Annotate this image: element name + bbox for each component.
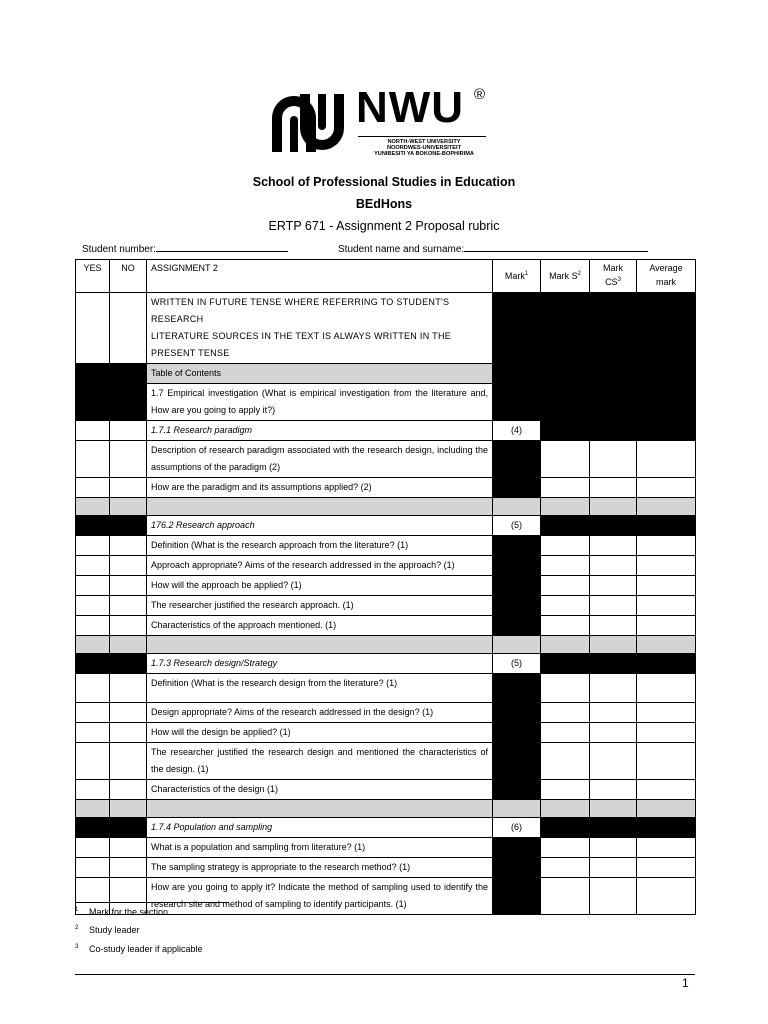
- criterion-cell: Characteristics of the approach mentioned. (1): [147, 616, 493, 636]
- yes-cell[interactable]: [76, 838, 110, 858]
- average-cell[interactable]: [637, 478, 696, 498]
- blocked-cell: [541, 516, 590, 536]
- average-cell[interactable]: [637, 858, 696, 878]
- no-cell[interactable]: [110, 616, 147, 636]
- average-cell[interactable]: [637, 576, 696, 596]
- mark-cs-cell[interactable]: [590, 703, 637, 723]
- section-row: [76, 818, 696, 838]
- mark-cs-cell[interactable]: [590, 674, 637, 703]
- header-mark-s-text: Mark S: [549, 271, 578, 281]
- header-no: NO: [110, 260, 147, 293]
- footnote-text: Co-study leader if applicable: [89, 944, 203, 954]
- mark-s-cell[interactable]: [541, 556, 590, 576]
- logo-subtitle-line: YUNIBESITI YA BOKONE-BOPHIRIMA: [374, 151, 474, 158]
- blocked-cell: [493, 723, 541, 743]
- mark-s-cell[interactable]: [541, 703, 590, 723]
- yes-cell[interactable]: [76, 441, 110, 478]
- header-mark-cs-sup: 3: [617, 277, 621, 283]
- spacer-cell: [76, 498, 110, 516]
- blocked-cell: [110, 516, 147, 536]
- spacer-row: [76, 498, 696, 516]
- criterion-cell: Definition (What is the research design from the literature? (1): [147, 674, 493, 703]
- footnote-number: 2: [75, 925, 79, 931]
- rubric-table: [75, 259, 696, 915]
- footnote-text: Study leader: [89, 925, 140, 935]
- blocked-cell: [493, 576, 541, 596]
- table-row: [76, 838, 696, 858]
- blocked-cell: [590, 654, 637, 674]
- spacer-row: [76, 636, 696, 654]
- spacer-cell: [147, 498, 493, 516]
- registered-mark: ®: [474, 86, 486, 103]
- criterion-cell: 1.7 Empirical investigation (What is empirical investigation from the literature and, How are you going to apply it?): [147, 384, 493, 421]
- student-number-label: Student number:: [82, 244, 156, 255]
- no-cell[interactable]: [110, 703, 147, 723]
- header-average-line2: mark: [656, 277, 676, 287]
- section-mark: (5): [493, 654, 541, 674]
- logo-subtitle: [358, 139, 490, 158]
- no-cell[interactable]: [110, 293, 147, 364]
- section-title: 176.2 Research approach: [147, 516, 493, 536]
- average-cell[interactable]: [637, 556, 696, 576]
- student-number-field[interactable]: [82, 242, 288, 255]
- mark-s-cell[interactable]: [541, 780, 590, 800]
- blocked-cell: [493, 743, 541, 780]
- header-mark-cs-line1: Mark: [603, 263, 623, 273]
- spacer-cell: [590, 800, 637, 818]
- criterion-cell: Definition (What is the research approach from the literature? (1): [147, 536, 493, 556]
- header-mark-cs: [590, 260, 637, 293]
- spacer-cell: [110, 498, 147, 516]
- blocked-cell: [637, 818, 696, 838]
- criterion-cell: Description of research paradigm associated with the research design, including the assumptions of the paradigm (2): [147, 441, 493, 478]
- no-cell[interactable]: [110, 723, 147, 743]
- mark-cs-cell[interactable]: [590, 478, 637, 498]
- school-heading: School of Professional Studies in Education: [252, 175, 516, 189]
- table-row: [76, 858, 696, 878]
- yes-cell[interactable]: [76, 674, 110, 703]
- blocked-cell: [493, 536, 541, 556]
- blocked-cell: [493, 441, 541, 478]
- blocked-cell: [110, 364, 147, 384]
- criterion-cell: The sampling strategy is appropriate to the research method? (1): [147, 858, 493, 878]
- mark-cs-cell[interactable]: [590, 616, 637, 636]
- section-row: [76, 654, 696, 674]
- criterion-cell: How will the design be applied? (1): [147, 723, 493, 743]
- no-cell[interactable]: [110, 674, 147, 703]
- average-cell[interactable]: [637, 441, 696, 478]
- spacer-cell: [590, 498, 637, 516]
- blocked-cell: [110, 818, 147, 838]
- spacer-cell: [76, 800, 110, 818]
- table-row: [76, 478, 696, 498]
- mark-cs-cell[interactable]: [590, 596, 637, 616]
- no-cell[interactable]: [110, 576, 147, 596]
- blocked-cell: [76, 516, 110, 536]
- section-title: 1.7.1 Research paradigm: [147, 421, 493, 441]
- section-row: [76, 516, 696, 536]
- criterion-cell: The researcher justified the research approach. (1): [147, 596, 493, 616]
- blocked-cell: [637, 516, 696, 536]
- mark-cs-cell[interactable]: [590, 556, 637, 576]
- table-row: [76, 293, 696, 364]
- spacer-cell: [493, 800, 541, 818]
- spacer-cell: [541, 636, 590, 654]
- rubric-body: [76, 260, 696, 915]
- blocked-cell: [637, 654, 696, 674]
- blocked-cell: [493, 858, 541, 878]
- yes-cell[interactable]: [76, 536, 110, 556]
- header-mark-sup: 1: [524, 271, 529, 277]
- mark-cs-cell[interactable]: [590, 536, 637, 556]
- footnote-3: [75, 944, 203, 954]
- footnote-1: [75, 907, 168, 917]
- mark-s-cell[interactable]: [541, 441, 590, 478]
- table-header-row: [76, 260, 696, 293]
- criterion-cell: Table of Contents: [147, 364, 493, 384]
- blocked-cell: [590, 516, 637, 536]
- spacer-cell: [493, 498, 541, 516]
- header-average-line1: Average: [649, 263, 683, 273]
- header-mark-text: Mark: [504, 271, 525, 281]
- header-average: [637, 260, 696, 293]
- mark-s-cell[interactable]: [541, 536, 590, 556]
- yes-cell[interactable]: [76, 780, 110, 800]
- average-cell[interactable]: [637, 878, 696, 915]
- mark-cs-cell[interactable]: [590, 441, 637, 478]
- spacer-cell: [76, 636, 110, 654]
- spacer-cell: [590, 636, 637, 654]
- criterion-cell: How will the approach be applied? (1): [147, 576, 493, 596]
- logo-rule: [358, 136, 486, 137]
- table-row: [76, 703, 696, 723]
- yes-cell[interactable]: [76, 858, 110, 878]
- no-cell[interactable]: [110, 441, 147, 478]
- mark-cs-cell[interactable]: [590, 780, 637, 800]
- mark-s-cell[interactable]: [541, 616, 590, 636]
- no-cell[interactable]: [110, 838, 147, 858]
- section-mark: (4): [493, 421, 541, 441]
- spacer-row: [76, 800, 696, 818]
- header-assignment: ASSIGNMENT 2: [147, 260, 493, 293]
- spacer-cell: [541, 498, 590, 516]
- footnote-text: Mark for the section: [89, 907, 169, 917]
- header-yes: YES: [76, 260, 110, 293]
- section-title: 1.7.3 Research design/Strategy: [147, 654, 493, 674]
- mark-s-cell[interactable]: [541, 478, 590, 498]
- student-number-line[interactable]: [156, 242, 288, 252]
- mark-s-cell[interactable]: [541, 674, 590, 703]
- criterion-cell: How are the paradigm and its assumptions applied? (2): [147, 478, 493, 498]
- yes-cell[interactable]: [76, 743, 110, 780]
- criterion-cell: Design appropriate? Aims of the research addressed in the design? (1): [147, 703, 493, 723]
- student-name-label: Student name and surname:: [338, 244, 465, 255]
- average-cell[interactable]: [637, 780, 696, 800]
- spacer-cell: [110, 800, 147, 818]
- yes-cell[interactable]: [76, 293, 110, 364]
- header-mark-cs-text: CS: [605, 277, 618, 287]
- table-row: [76, 723, 696, 743]
- mark-cs-cell[interactable]: [590, 878, 637, 915]
- table-row: [76, 536, 696, 556]
- header-mark-cs-line2: [594, 275, 632, 289]
- spacer-cell: [110, 636, 147, 654]
- criterion-cell: The researcher justified the research design and mentioned the characteristics of the design. (1): [147, 743, 493, 780]
- average-cell[interactable]: [637, 536, 696, 556]
- spacer-cell: [493, 636, 541, 654]
- header-mark-s: [541, 260, 590, 293]
- program-heading: BEdHons: [355, 197, 413, 211]
- criterion-cell: What is a population and sampling from literature? (1): [147, 838, 493, 858]
- no-cell[interactable]: [110, 780, 147, 800]
- yes-cell[interactable]: [76, 556, 110, 576]
- average-cell[interactable]: [637, 674, 696, 703]
- rubric-title: ERTP 671 - Assignment 2 Proposal rubric: [268, 219, 500, 233]
- mark-cs-cell[interactable]: [590, 723, 637, 743]
- mark-cs-cell[interactable]: [590, 858, 637, 878]
- table-row: [76, 878, 696, 915]
- blocked-marks-area: [541, 293, 696, 441]
- footnote-rule: [75, 902, 229, 903]
- no-cell[interactable]: [110, 536, 147, 556]
- spacer-cell: [637, 498, 696, 516]
- mark-s-cell[interactable]: [541, 858, 590, 878]
- blocked-cell: [493, 478, 541, 498]
- mark-s-cell[interactable]: [541, 838, 590, 858]
- mark-cs-cell[interactable]: [590, 743, 637, 780]
- blocked-cell: [493, 674, 541, 703]
- mark-s-cell[interactable]: [541, 576, 590, 596]
- table-row: [76, 441, 696, 478]
- mark-s-cell[interactable]: [541, 723, 590, 743]
- table-row: [76, 616, 696, 636]
- student-name-line[interactable]: [464, 242, 648, 252]
- average-cell[interactable]: [637, 743, 696, 780]
- spacer-cell: [147, 636, 493, 654]
- blocked-cell: [493, 596, 541, 616]
- no-cell[interactable]: [110, 421, 147, 441]
- table-row: [76, 780, 696, 800]
- spacer-cell: [637, 800, 696, 818]
- student-name-field[interactable]: [338, 242, 648, 255]
- footnote-number: 1: [75, 907, 79, 913]
- blocked-cell: [76, 364, 110, 384]
- logo-wordmark: NWU: [356, 83, 465, 132]
- no-cell[interactable]: [110, 556, 147, 576]
- criterion-cell: WRITTEN IN FUTURE TENSE WHERE REFERRING TO STUDENT'S RESEARCH LITERATURE SOURCES IN THE TEXT IS ALWAYS WRITTEN IN THE PRESENT TENSE: [147, 293, 493, 364]
- blocked-cell: [76, 818, 110, 838]
- blocked-cell: [110, 384, 147, 421]
- blocked-cell: [110, 654, 147, 674]
- no-cell[interactable]: [110, 743, 147, 780]
- yes-cell[interactable]: [76, 596, 110, 616]
- spacer-cell: [147, 800, 493, 818]
- page-number: 1: [682, 976, 689, 990]
- yes-cell[interactable]: [76, 576, 110, 596]
- table-row: [76, 674, 696, 703]
- table-row: [76, 596, 696, 616]
- blocked-cell: [493, 838, 541, 858]
- mark-cs-cell[interactable]: [590, 576, 637, 596]
- yes-cell[interactable]: [76, 616, 110, 636]
- mark-s-cell[interactable]: [541, 743, 590, 780]
- mark-s-cell[interactable]: [541, 878, 590, 915]
- blocked-cell: [493, 878, 541, 915]
- logo-subtitle-line: NORTH-WEST UNIVERSITY: [387, 139, 461, 145]
- average-cell[interactable]: [637, 616, 696, 636]
- average-cell[interactable]: [637, 596, 696, 616]
- blocked-marks-area: [493, 293, 541, 421]
- nwu-logo: [268, 84, 490, 160]
- nwu-emblem-icon: [268, 88, 348, 158]
- criterion-cell: Characteristics of the design (1): [147, 780, 493, 800]
- blocked-cell: [541, 818, 590, 838]
- blocked-cell: [76, 654, 110, 674]
- blocked-cell: [493, 556, 541, 576]
- header-mark: [493, 260, 541, 293]
- footnote-number: 3: [75, 944, 79, 950]
- mark-cs-cell[interactable]: [590, 838, 637, 858]
- blocked-cell: [76, 384, 110, 421]
- average-cell[interactable]: [637, 838, 696, 858]
- yes-cell[interactable]: [76, 723, 110, 743]
- no-cell[interactable]: [110, 478, 147, 498]
- blocked-cell: [590, 818, 637, 838]
- yes-cell[interactable]: [76, 478, 110, 498]
- table-row: [76, 556, 696, 576]
- yes-cell[interactable]: [76, 421, 110, 441]
- spacer-cell: [541, 800, 590, 818]
- logo-subtitle-line: NOORDWES-UNIVERSITEIT: [387, 145, 461, 152]
- blocked-cell: [493, 780, 541, 800]
- yes-cell[interactable]: [76, 703, 110, 723]
- footnote-2: [75, 925, 140, 935]
- criterion-cell: How are you going to apply it? Indicate the method of sampling used to identify the research site and method of sampling to identify participants. (1): [147, 878, 493, 915]
- header-mark-s-sup: 2: [577, 271, 581, 277]
- average-cell[interactable]: [637, 703, 696, 723]
- no-cell[interactable]: [110, 596, 147, 616]
- no-cell[interactable]: [110, 858, 147, 878]
- mark-s-cell[interactable]: [541, 596, 590, 616]
- blocked-cell: [493, 616, 541, 636]
- average-cell[interactable]: [637, 723, 696, 743]
- section-mark: (6): [493, 818, 541, 838]
- blocked-cell: [541, 654, 590, 674]
- criterion-cell: Approach appropriate? Aims of the research addressed in the approach? (1): [147, 556, 493, 576]
- page-footer-rule: [75, 974, 695, 975]
- blocked-cell: [493, 703, 541, 723]
- section-mark: (5): [493, 516, 541, 536]
- table-row: [76, 576, 696, 596]
- spacer-cell: [637, 636, 696, 654]
- table-row: [76, 743, 696, 780]
- section-title: 1.7.4 Population and sampling: [147, 818, 493, 838]
